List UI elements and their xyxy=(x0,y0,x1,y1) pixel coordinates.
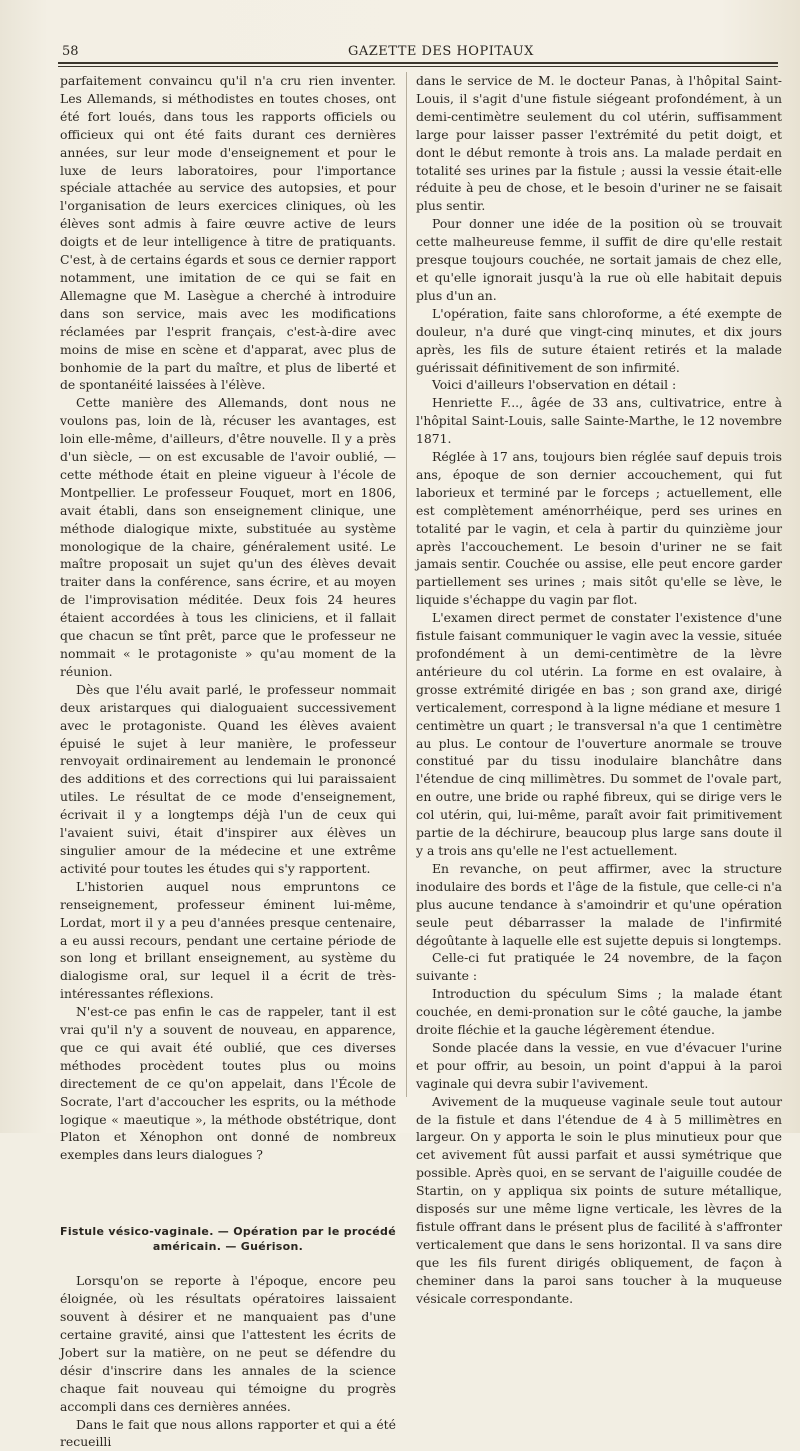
paragraph: En revanche, on peut affirmer, avec la structure inodulaire des bords et l'âge de la fistule, que celle-ci n'a plus aucune tendance à s'amoindrir et qu'une opération seule peut débarrasser la malade de l'infirmité dégoûtante à laquelle elle est sujette depuis si longtemps. xyxy=(416,860,782,948)
article-heading-line: américain. — Guérison. xyxy=(152,1240,304,1254)
paragraph: Dans le fait que nous allons rapporter et qui a été recueilli xyxy=(60,1416,396,1450)
paragraph: Cette manière des Allemands, dont nous ne voulons pas, loin de là, récuser les avantages, est loin elle-même, d'ailleurs, d'être nouvelle. Il y a près d'un siècle, — on est excusable de l'avoir oublié, — cette méthode était en pleine vigueur à l'école de Montpellier. Le professeur Fouquet, mort en 1806, avait établi, dans son enseignement clinique, une méthode dialogique mixte, substituée au système monologique de la chaire, généralement usité. Le maître proposait un sujet qu'un des élèves devait traiter dans la conférence, sans écrire, et au moyen de l'improvisation méditée. Deux fois 24 heures étaient accordées à tous les cliniciens, et il fallait que chacun se tînt prêt, parce que le professeur ne nommait « le protagoniste » qu'au moment de la réunion. xyxy=(60,395,396,679)
paragraph: Voici d'ailleurs l'observation en détail : xyxy=(432,377,677,393)
paragraph: N'est-ce pas enfin le cas de rappeler, tant il est vrai qu'il n'y a souvent de nouveau, en apparence, que ce qui avait été oublié, que ces diverses méthodes procèdent toutes plus ou moins directement de ce qu'on appelait, dans l'École de Socrate, l'art d'accoucher les esprits, ou la méthode logique « maeutique », la méthode obstétrique, dont Platon et Xénophon ont donné de nombreux exemples dans leurs dialogues ? xyxy=(60,1004,396,1163)
paragraph: Réglée à 17 ans, toujours bien réglée sauf depuis trois ans, époque de son dernier accouchement, qui fut laborieux et terminé par le forceps ; actuellement, elle est complètement aménorrhéique, perd ses urines en totalité par le vagin, et cela à partir du quinzième jour après l'accouchement. Le besoin d'uriner ne se fait jamais sentir. Couchée ou assise, elle peut encore garder partiellement ses urines ; mais sitôt qu'elle se lève, le liquide s'échappe du vagin par flot. xyxy=(416,449,782,608)
paragraph: Henriette F..., âgée de 33 ans, cultivatrice, entre à l'hôpital Saint-Louis, salle Sainte-Marthe, le 12 novembre 1871. xyxy=(416,395,782,447)
header-rule-thin xyxy=(58,66,778,67)
paragraph: dans le service de M. le docteur Panas, à l'hôpital Saint-Louis, il s'agit d'une fistule siégeant profondément, à un demi-centimètre seulement du col utérin, suffisamment large pour laisser passer l'extrémité du petit doigt, et dont le début remonte à trois ans. La malade perdait en totalité ses urines par la fistule ; aussi la vessie était-elle réduite à peu de chose, et le besoin d'uriner ne se faisait plus sentir. xyxy=(416,73,782,214)
paragraph: L'historien auquel nous empruntons ce renseignement, professeur éminent lui-même, Lordat, mort il y a peu d'années presque centenaire, a eu aussi recours, pendant une certaine période de son long et brillant enseignement, au système du dialogisme oral, sur lequel il a écrit de très-intéressantes réflexions. xyxy=(60,878,396,1002)
paragraph: Pour donner une idée de la position où se trouvait cette malheureuse femme, il suffit de dire qu'elle restait presque toujours couchée, ne sortait jamais de chez elle, et qu'elle ignorait jusqu'à la rue où elle habitait depuis plus d'un an. xyxy=(416,216,782,303)
paragraph: Dès que l'élu avait parlé, le professeur nommait deux aristarques qui dialoguaient successivement avec le protagoniste. Quand les élèves avaient épuisé le sujet à leur manière, le professeur renvoyait ordinairement au lendemain le prononcé des additions et des corrections qui lui paraissaient utiles. Le résultat de ce mode d'enseignement, écrivait il y a longtemps déjà l'un de ceux qui l'avaient suivi, était d'inspirer aux élèves un singulier amour de la médecine et une extrême activité pour toutes les études qui s'y rapportent. xyxy=(60,681,396,876)
left-column xyxy=(60,72,396,1451)
paragraph: Introduction du spéculum Sims ; la malade étant couchée, en demi-pronation sur le côté gauche, la jambe droite fléchie et la gauche légèrement étendue. xyxy=(416,986,782,1038)
header-rule xyxy=(58,62,778,64)
right-column xyxy=(416,72,782,1308)
paragraph: parfaitement convaincu qu'il n'a cru rien inventer. Les Allemands, si méthodistes en toutes choses, ont été fort loués, dans tous les rapports officiels ou officieux qui ont été faits durant ces dernières années, sur leur mode d'enseignement et pour le luxe de leurs laboratoires, pour l'importance spéciale attachée au service des autopsies, et pour l'organisation de leurs exercices cliniques, où les élèves sont admis à faire œuvre active de leurs doigts et de leur intelligence à titre de pratiquants. C'est, à de certains égards et sous ce dernier rapport notamment, une imitation de ce qui se fait en Allemagne que M. Lasègue a cherché à introduire dans son service, mais avec les modifications réclamées par l'esprit français, c'est-à-dire avec moins de mise en scène et d'apparat, avec plus de bonhomie de la part du maître, et plus de liberté et de spontanéité laissées à l'élève. xyxy=(60,73,396,393)
paragraph: Avivement de la muqueuse vaginale seule tout autour de la fistule et dans l'étendue de 4 à 5 millimètres en largeur. On y apporta le soin le plus minutieux pour que cet avivement fût aussi parfait et aussi symétrique que possible. Après quoi, en se servant de l'aiguille coudée de Startin, on y appliqua six points de suture métallique, disposés sur une même ligne verticale, les lèvres de la fistule offrant dans le présent plus de facilité à s'affronter verticalement que dans le sens horizontal. Il va sans dire que les fils furent dirigés obliquement, de façon à cheminer dans la paroi sans toucher à la muqueuse vésicale correspondante. xyxy=(416,1093,782,1306)
running-title: GAZETTE DES HOPITAUX xyxy=(348,44,534,59)
paragraph: L'opération, faite sans chloroforme, a été exempte de douleur, n'a duré que vingt-cinq minutes, et dix jours après, les fils de suture étaient retirés et la malade guérissait définitivement de son infirmité. xyxy=(416,305,782,375)
column-divider xyxy=(406,72,407,1097)
page-header xyxy=(58,40,778,62)
paragraph: Sonde placée dans la vessie, en vue d'évacuer l'urine et pour offrir, au besoin, un point d'appui à la paroi vaginale qui devra subir l'avivement. xyxy=(416,1039,782,1091)
article-heading xyxy=(60,1224,396,1254)
paragraph: L'examen direct permet de constater l'existence d'une fistule faisant communiquer le vagin avec la vessie, située profondément à un demi-centimètre de la lèvre antérieure du col utérin. La forme en est ovalaire, à grosse extrémité dirigée en bas ; son grand axe, dirigé verticalement, correspond à la ligne médiane et mesure 1 centimètre un quart ; le transversal n'a que 1 centimètre au plus. Le contour de l'ouverture anormale se trouve constitué par du tissu inodulaire blanchâtre dans l'étendue de cinq millimètres. Du sommet de l'ovale part, en outre, une bride ou raphé fibreux, qui se dirige vers le col utérin, qui, lui-même, paraît avoir fait primitivement partie de la déchirure, beaucoup plus large sans doute il y a trois ans qu'elle ne l'est actuellement. xyxy=(416,610,782,858)
article-heading-line: Fistule vésico-vaginale. — Opération par le procédé xyxy=(60,1225,396,1239)
page-number: 58 xyxy=(62,44,79,59)
paragraph: Lorsqu'on se reporte à l'époque, encore peu éloignée, où les résultats opératoires laissaient souvent à désirer et ne manquaient pas d'une certaine gravité, ainsi que l'attestent les écrits de Jobert sur la matière, on ne peut se défendre du désir d'inscrire dans les annales de la science chaque fait nouveau qui témoigne du progrès accompli dans ces dernières années. xyxy=(60,1273,396,1414)
paragraph: Celle-ci fut pratiquée le 24 novembre, de la façon suivante : xyxy=(416,950,782,984)
